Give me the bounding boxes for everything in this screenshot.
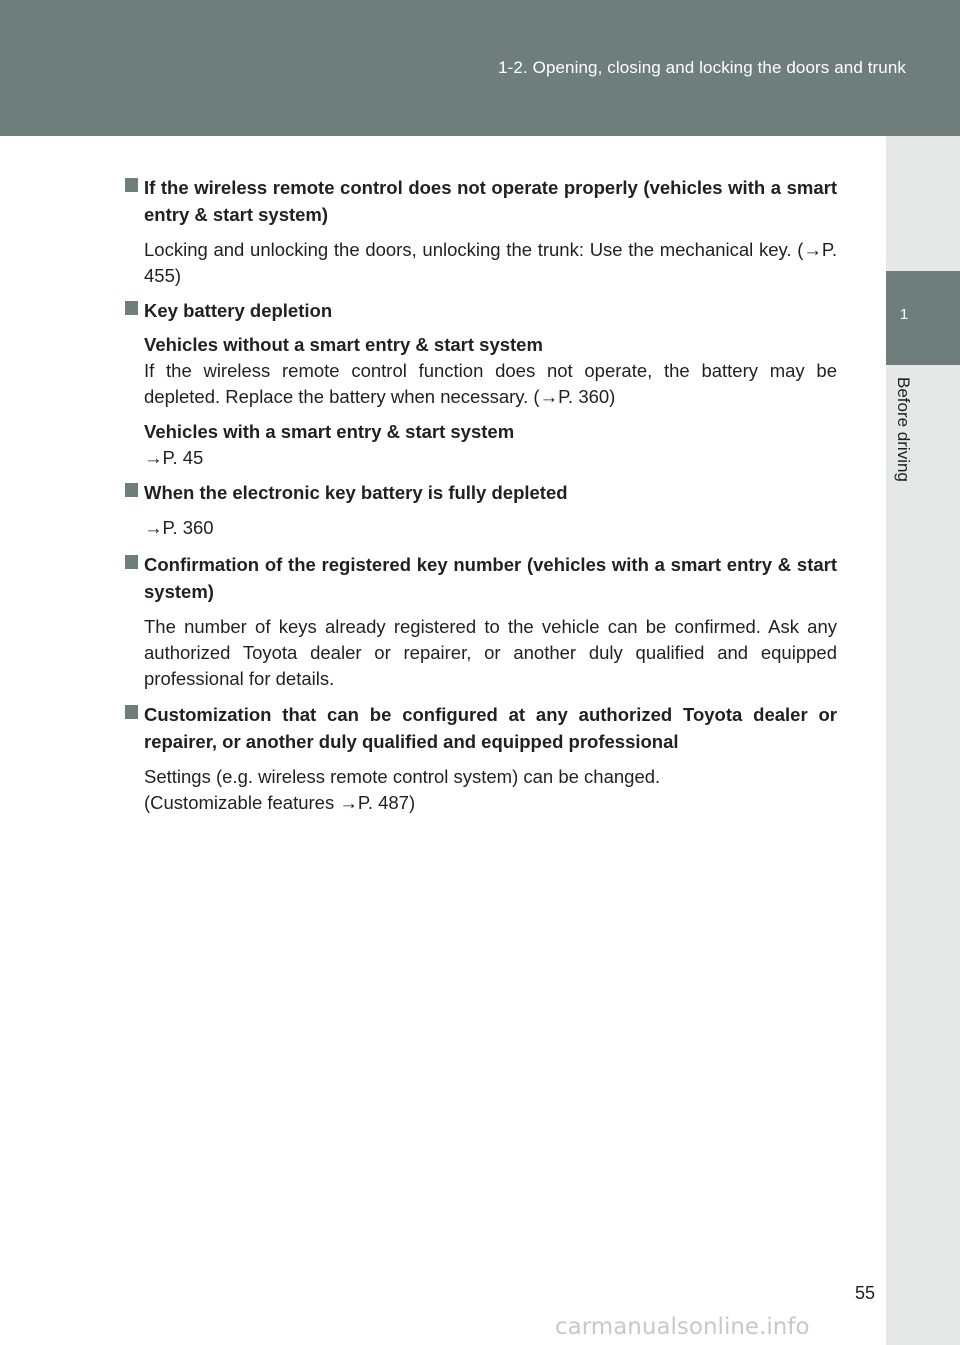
section-heading: Confirmation of the registered key number (vehicles with a smart entry & start system)	[144, 554, 837, 602]
square-bullet-icon	[125, 705, 138, 719]
square-bullet-icon	[125, 301, 138, 315]
section-body: Settings (e.g. wireless remote control system) can be changed.	[144, 766, 661, 787]
square-bullet-icon	[125, 483, 138, 497]
main-content	[125, 174, 837, 816]
square-bullet-icon	[125, 555, 138, 569]
chapter-number: 1	[899, 306, 909, 323]
chapter-label-text: Before driving	[894, 377, 913, 482]
subheading: Vehicles without a smart entry & start system	[144, 334, 543, 355]
page-reference: →P. 45	[144, 447, 204, 468]
section-customization	[125, 701, 837, 816]
chapter-label	[895, 377, 915, 507]
section-heading: Customization that can be configured at any authorized Toyota dealer or repairer, or another duly qualified and equipped professional	[144, 704, 837, 752]
page-number: 55	[855, 1283, 876, 1303]
square-bullet-icon	[125, 178, 138, 192]
subheading: Vehicles with a smart entry & start system	[144, 421, 515, 442]
watermark: carmanualsonline.info	[555, 1314, 810, 1340]
section-title: 1-2. Opening, closing and locking the doors and trunk	[498, 58, 906, 77]
section-heading: If the wireless remote control does not operate properly (vehicles with a smart entry & start system)	[144, 177, 837, 225]
section-body: The number of keys already registered to the vehicle can be confirmed. Ask any authorized Toyota dealer or repairer, or another duly qualified and equipped professional for details.	[144, 616, 837, 689]
page-header	[0, 0, 960, 136]
section-key-battery	[125, 297, 837, 471]
section-remote-control	[125, 174, 837, 289]
section-body: Locking and unlocking the doors, unlocking the trunk: Use the mechanical key. (→P. 455)	[144, 239, 837, 286]
section-body: (Customizable features →P. 487)	[144, 792, 416, 813]
section-electronic-key	[125, 479, 837, 541]
section-heading: When the electronic key battery is fully depleted	[144, 482, 568, 503]
section-body: If the wireless remote control function does not operate, the battery may be depleted. Replace the battery when necessary. (→P. 360)	[144, 360, 837, 407]
section-heading: Key battery depletion	[144, 300, 333, 321]
page-reference: →P. 360	[144, 517, 214, 538]
section-key-number	[125, 551, 837, 692]
